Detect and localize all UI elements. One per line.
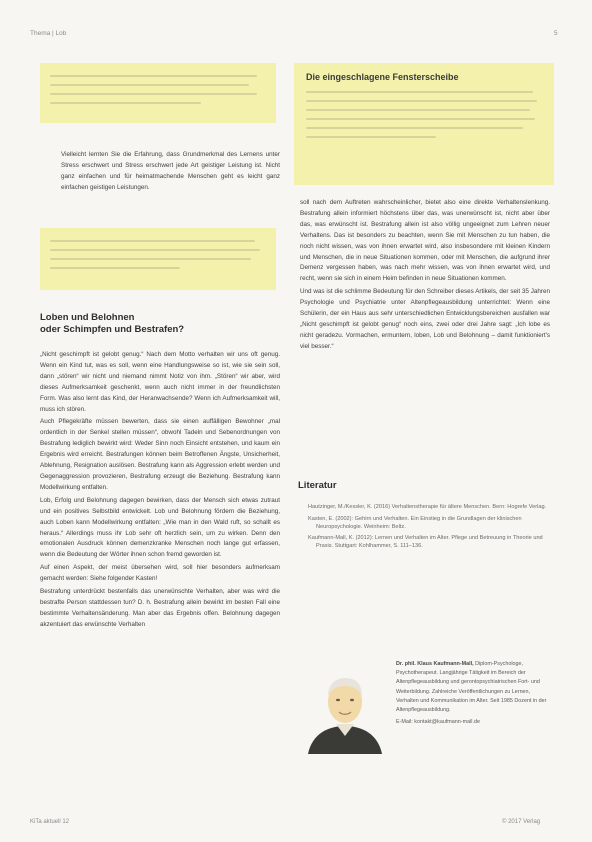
sidebar-box <box>294 63 554 185</box>
body-paragraph: Bestrafung unterdrückt bestenfalls das unerwünschte Verhalten, aber was wird die bestrafte Person stattdessen tun? D. h. Bestrafung allein bewirkt im besten Fall eine bestimmte Verhaltensänderung. Man aber das Ergebnis offen. Belohnung dagegen akzentuiert das erwünschte Verhalten <box>40 588 280 628</box>
body-paragraph: Lob, Erfolg und Belohnung dagegen bewirken, dass der Mensch sich etwas zutraut und ein positives Selbstbild entwickelt. Lob und Belohnung fördern die Beziehung, auch Loben kann Modellwirkung entfalten: „Wie man in den Wald ruft, so schallt es heraus.“ Allerdings muss ihr Lob sehr oft herzlich sein, um zu wirken. Denn den emotionalen Ausdruck können demenzkranke Menschen noch lange gut erfassen, wenn die Bedeutung der Wörter ihnen schon fremd geworden ist. <box>40 496 280 559</box>
intro-paragraph: Vielleicht lernten Sie die Erfahrung, dass Grundmerkmal des Lernens unter Stress erschwert und Stress erschwert jede Art geistiger Leistung ist. Nicht ganz einfachen und für heimatmachende Menschen geht es leicht ganz einfachen geistigen Leistungen. <box>61 151 280 191</box>
body-paragraph: Auf einen Aspekt, der meist übersehen wird, soll hier besonders aufmerksam gemacht werden: Siehe folgender Kasten! <box>40 564 280 583</box>
sidebar-title: Die eingeschlagene Fensterscheibe <box>306 72 459 82</box>
body-paragraph: Und was ist die schlimme Bedeutung für den Schreiber dieses Artikels, der seit 35 Jahren Psychologie und Psychiatrie unter Altenpflegeausbildung unterrichtet: Wenn eine Schülerin, der ein Haus aus sehr unterschiedlichen Entwicklungsbereichen ausfallen war „Nicht geschimpft ist gelobt genug“ noch eins, zwei oder drei Jahre sagt: „Ich lobe es nicht geradezu. Vormachen, ermuntern, loben, Lob und Belohnung – damit funktioniert's viel besser.“ <box>300 288 550 350</box>
running-footer: KiTa aktuell 12 <box>30 819 70 825</box>
highlight-box-middle <box>40 228 276 290</box>
author-contact: E-Mail: kontakt@kaufmann-mall.de <box>396 719 480 726</box>
body-paragraph: „Nicht geschimpft ist gelobt genug.“ Nach dem Motto verhalten wir uns oft genug. Wenn ein Kind tut, was es soll, wenn eine Handlungsweise so ist, wie sie sein soll, dann „stören“ wir nicht und niemand nimmt Notiz von ihm. „Stören“ wir aber, wird dieses Aufmerksamkeit geschenkt, wenn auch nicht immer in der freundlichsten Form. Was also lernt das Kind, der Heranwachsende? Wenn ich Aufmerksamkeit will, muss ich stören. <box>40 351 280 413</box>
right-body-column <box>300 198 550 462</box>
section-heading-line-1: Loben und Belohnen <box>40 312 135 323</box>
author-name: Dr. phil. Klaus Kaufmann-Mall, <box>396 661 474 667</box>
left-body-column <box>40 350 280 795</box>
author-bio <box>396 660 548 727</box>
literature-item: Hautzinger, M./Kessler, K. (2016) Verhaltenstherapie für ältere Menschen. Bern: Hogrefe Verlag. <box>308 504 547 510</box>
body-paragraph: Auch Pflegekräfte müssen bewerten, dass sie einen auffälligen Bewohner „mal ordentlich in der Senkel stellen müssen“, obwohl Tadeln und Sebenordnungen von Bestrafung lediglich bewirkt wird: Weder Sinn noch Einsicht entstehen, und kaum ein Ergebnis wird erreicht. Bestrafungen können beim Betroffenen Ängste, Unsicherheit, Ablehnung, Resignation auslösen. Bestrafung kann als Aggression erlebt werden und Gegenaggression provozieren, Bestrafung erzeugt die Beziehung. Bestrafung kann Modellwirkung entfalten. <box>40 418 280 491</box>
section-heading <box>40 312 280 336</box>
author-portrait <box>300 664 390 754</box>
author-bio-text: Diplom-Psychologe, Psychotherapeut. Langjährige Tätigkeit im Bereich der Altenpflegeausbildung und gerontopsychiatrischen Fort- und Weiterbildung. Zahlreiche Veröffentlichungen zu Lernen, Verhalten und Kommunikation im Alter. Seit 1985 Dozent in der Altenpflegeausbildung. <box>396 661 547 714</box>
section-heading-line-2: oder Schimpfen und Bestrafen? <box>40 324 185 335</box>
running-header: Thema | Lob <box>30 30 67 37</box>
footer-copyright: © 2017 Verlag <box>502 819 541 825</box>
body-paragraph: soll nach dem Auftreten wahrscheinlicher, bietet also eine direkte Verhaltenslenkung. Bestrafung allein informiert höchstens über das, was unerwünscht ist, nicht aber über das, was erwünscht ist. Bestrafung allein ist also völlig ungeeignet zum Lehren neuer Verhaltens. Das ist besonders zu beachten, wenn Sie mit Menschen zu tun haben, die noch nicht wissen, was von ihnen erwartet wird, also insbesondere mit kleinen Kindern und Menschen, die in neue Situationen kommen, oder mit Menschen, die aufgrund ihrer Demenz vergessen haben, was nach mehr wissen, was von ihnen erwartet wird, und recht, wenn sie sich in einem Heim befinden in neue Situationen kommen. <box>300 199 550 283</box>
literature-heading: Literatur <box>298 480 337 491</box>
highlight-box-top <box>40 63 276 123</box>
literature-list <box>308 504 548 555</box>
page-number: 5 <box>554 30 558 37</box>
literature-item: Kaufmann-Mall, K. (2012): Lernen und Verhalten im Alter. Pflege und Betreuung in Theorie und Praxis. Stuttgart: Kohlhammer, S. 111–136. <box>308 535 543 550</box>
literature-item: Kasten, E. (2002): Gehirn und Verhalten. Ein Einstieg in die Grundlagen der klinischen Neuropsychologie. Weinheim: Beltz. <box>308 515 522 530</box>
